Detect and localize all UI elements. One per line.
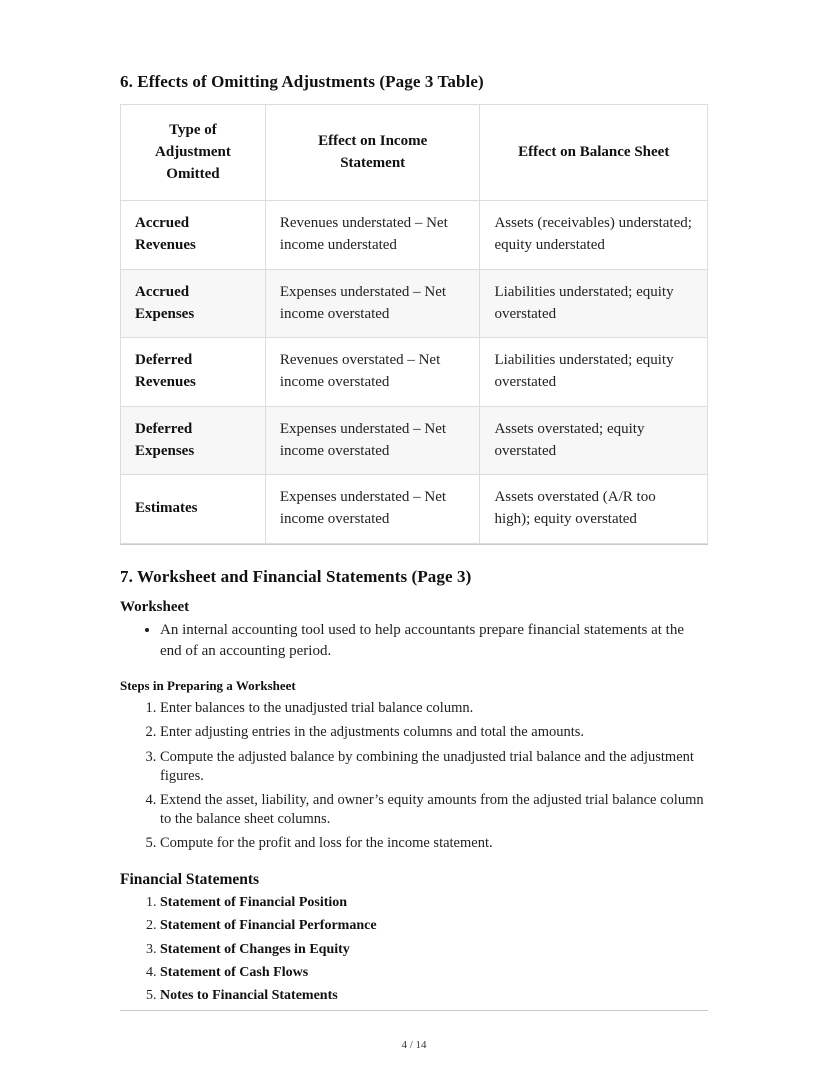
row-balance-cell: Liabilities understated; equity overstated [480, 338, 708, 407]
statement-label: Statement of Changes in Equity [160, 941, 350, 957]
statement-label: Statement of Financial Position [160, 895, 348, 911]
header-type-of-adjustment: Type of Adjustment Omitted [121, 105, 266, 201]
worksheet-bullet-list [120, 620, 708, 663]
row-income-cell: Revenues overstated – Net income overstated [265, 338, 480, 407]
row-income-cell: Expenses understated – Net income overstated [265, 475, 480, 544]
row-balance-cell: Assets (receivables) understated; equity understated [480, 201, 708, 270]
table-header-row [121, 105, 708, 201]
statement-item [160, 941, 708, 959]
section6-title: 6. Effects of Omitting Adjustments (Page 3 Table) [120, 72, 484, 91]
statement-label: Notes to Financial Statements [160, 987, 338, 1003]
header-effect-balance-sheet: Effect on Balance Sheet [480, 105, 708, 201]
step-item: 3. Compute the adjusted balance by combining the unadjusted trial balance and the adjustment figures. [160, 748, 708, 786]
row-type-cell: Deferred Revenues [121, 338, 266, 407]
statement-label: Statement of Cash Flows [160, 964, 309, 980]
section-divider [120, 1010, 708, 1011]
statement-label: Statement of Financial Performance [160, 918, 377, 934]
table-row [121, 475, 708, 544]
worksheet-heading: Worksheet [120, 598, 190, 615]
steps-heading: Steps in Preparing a Worksheet [120, 678, 296, 694]
financial-statements-list [120, 894, 708, 1005]
row-type-cell: Accrued Revenues [121, 201, 266, 270]
statement-item [160, 894, 708, 912]
row-income-cell: Expenses understated – Net income overstated [265, 269, 480, 338]
row-balance-cell: Assets overstated (A/R too high); equity overstated [480, 475, 708, 544]
table-row [121, 201, 708, 270]
statement-item [160, 917, 708, 935]
statement-item [160, 987, 708, 1005]
section-divider [120, 544, 708, 545]
row-balance-cell: Liabilities understated; equity overstated [480, 269, 708, 338]
row-type-cell: Deferred Expenses [121, 406, 266, 475]
table-row [121, 269, 708, 338]
step-item: 4. Extend the asset, liability, and owner’s equity amounts from the adjusted trial balance column to the balance sheet columns. [160, 791, 708, 829]
omitting-adjustments-table [120, 104, 708, 544]
statement-item [160, 964, 708, 982]
table-row [121, 338, 708, 407]
row-type-cell: Accrued Expenses [121, 269, 266, 338]
row-income-cell: Revenues understated – Net income understated [265, 201, 480, 270]
page-number: 4 / 14 [401, 1039, 427, 1051]
row-income-cell: Expenses understated – Net income overstated [265, 406, 480, 475]
step-item: 2. Enter adjusting entries in the adjustments columns and total the amounts. [160, 723, 708, 742]
financial-statements-heading: Financial Statements [120, 871, 260, 889]
row-balance-cell: Assets overstated; equity overstated [480, 406, 708, 475]
section7-title: 7. Worksheet and Financial Statements (Page 3) [120, 566, 472, 586]
row-type-cell: Estimates [121, 475, 266, 544]
step-item: 5. Compute for the profit and loss for the income statement. [160, 834, 708, 853]
table-row [121, 406, 708, 475]
header-effect-income-statement: Effect on Income Statement [265, 105, 480, 201]
worksheet-bullet-item: • An internal accounting tool used to help accountants prepare financial statements at the end of an accounting period. [160, 620, 708, 663]
step-item: 1. Enter balances to the unadjusted trial balance column. [160, 699, 708, 718]
page-content [120, 0, 708, 1011]
worksheet-steps-list [120, 699, 708, 853]
